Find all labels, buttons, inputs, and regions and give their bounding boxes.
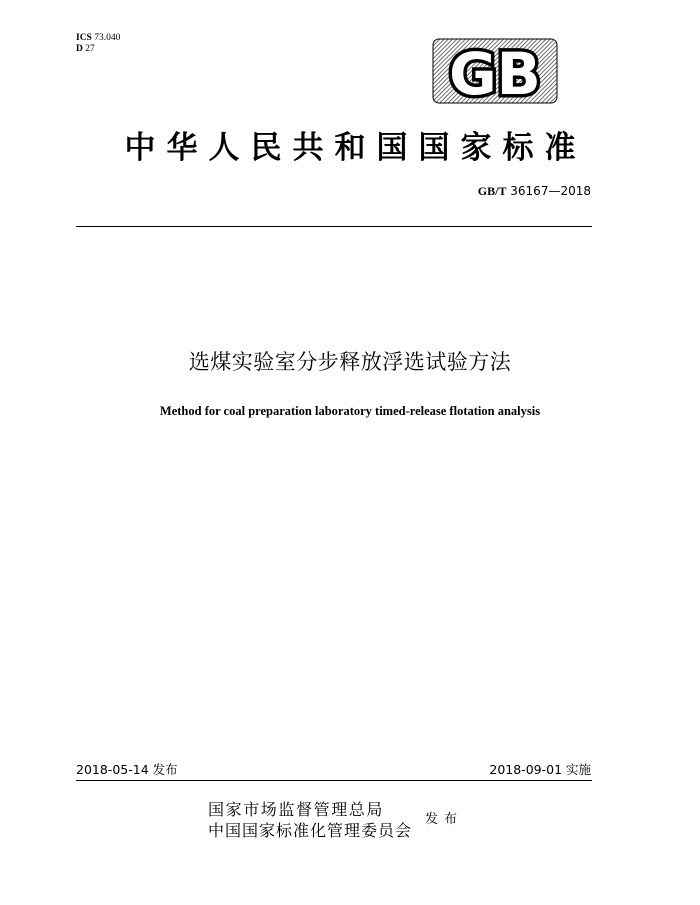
publisher-org-1: 国家市场监督管理总局 <box>208 800 385 819</box>
implementation-date: 2018-09-01 实施 <box>489 762 591 777</box>
standard-code-prefix: GB/T <box>477 184 507 198</box>
header-divider <box>76 226 592 227</box>
standard-code-number: 36167—2018 <box>510 184 591 198</box>
footer-divider <box>76 780 592 781</box>
category-line <box>76 44 120 55</box>
publish-label: 发布 <box>425 812 464 827</box>
standard-title: 中华人民共和国国家标准 <box>124 130 587 166</box>
category-label: D <box>76 44 83 54</box>
standard-code <box>478 184 591 199</box>
document-title: 选煤实验室分步释放浮选试验方法 <box>188 350 512 374</box>
issue-date: 2018-05-14 发布 <box>76 762 178 777</box>
ics-label: ICS <box>76 33 92 43</box>
ics-classification <box>76 33 120 55</box>
document-english-title: Method for coal preparation laboratory timed-release flotation analysis <box>159 404 541 418</box>
gb-logo <box>432 38 558 104</box>
svg-text:GB: GB <box>449 40 541 104</box>
publisher-org-2: 中国国家标准化管理委员会 <box>208 821 413 840</box>
category-code: 27 <box>85 44 95 54</box>
ics-line <box>76 33 120 44</box>
ics-code: 73.040 <box>94 33 121 43</box>
